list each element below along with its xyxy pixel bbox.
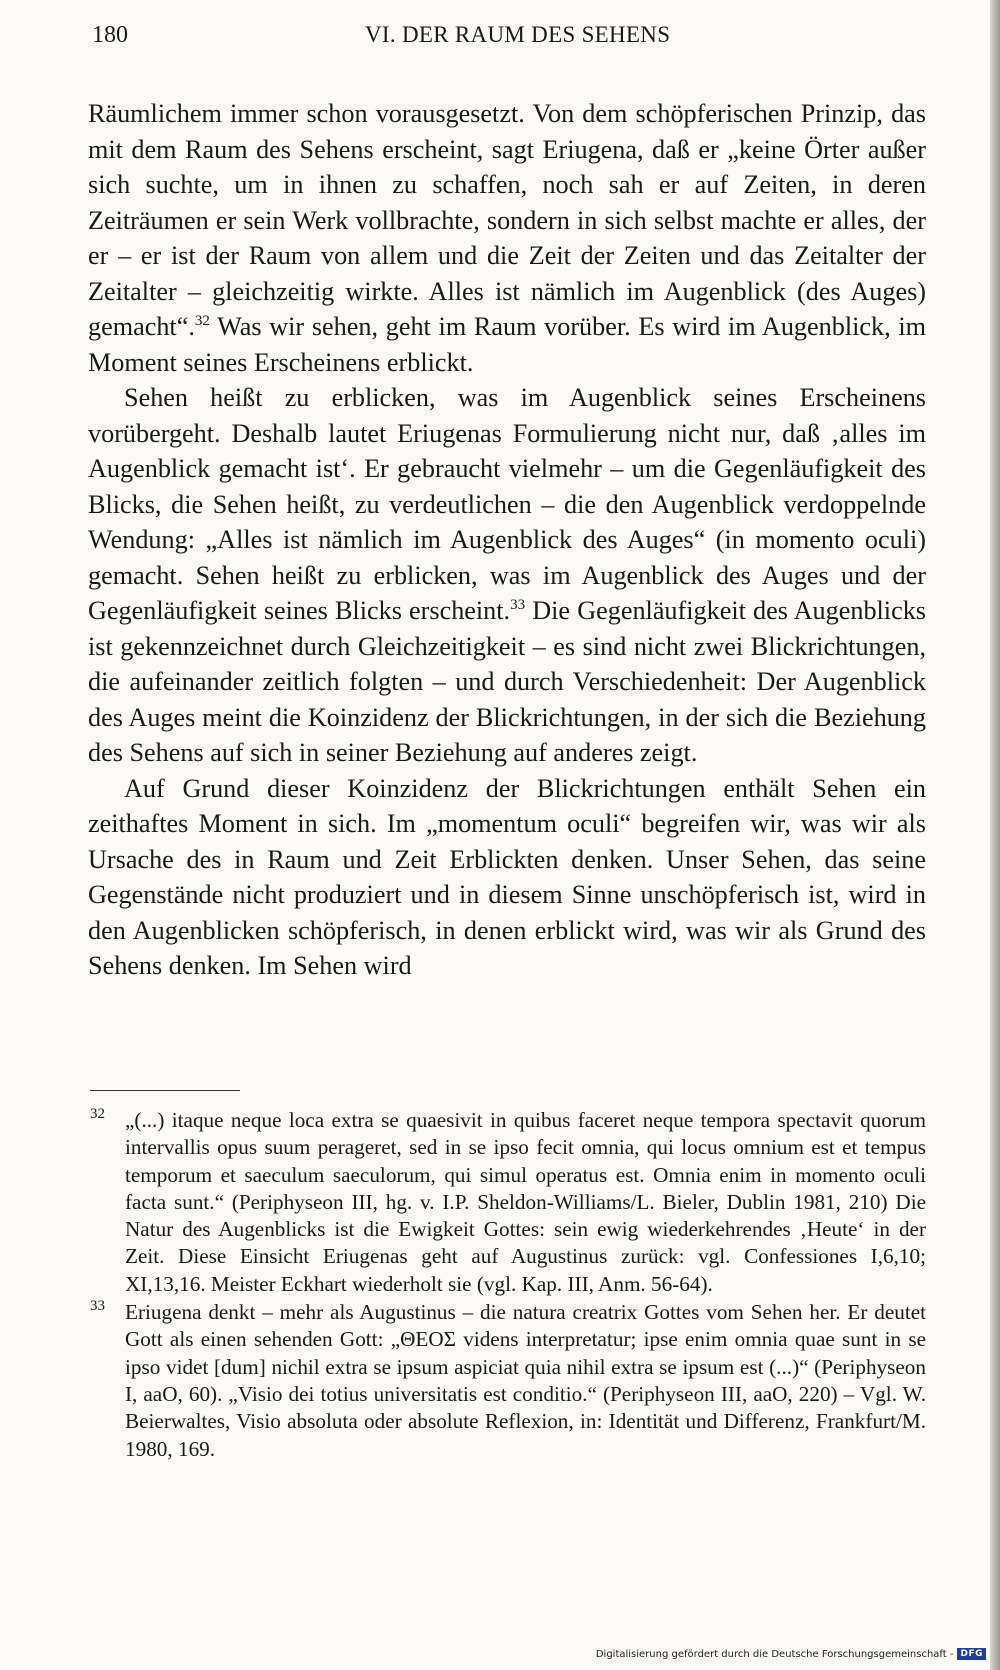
running-head: VI. DER RAUM DES SEHENS	[365, 22, 671, 47]
paragraph	[88, 771, 926, 984]
footnote	[90, 1107, 926, 1298]
paragraph-text: Räumlichem immer schon vorausgesetzt. Von dem schöpferischen Prinzip, das mit dem Raum des Sehens erscheint, sagt Eriugena, daß er „keine Örter außer sich suchte, um in ihnen zu schaffen, noch sah er auf Zeiten, in deren Zeiträumen er sein Werk vollbrachte, sondern in sich selbst machte er alles, der er – er ist der Raum von allem und die Zeit der Zeiten und das Zeitalter der Zeitalter – gleichzeitig wirkte. Alles ist nämlich im Augenblick (des Auges) gemacht“.	[88, 99, 926, 341]
paragraph-text: Die Gegenläufigkeit des Augenblicks ist gekennzeichnet durch Gleichzeitigkeit – es sind nicht zwei Blickrichtungen, die aufeinander zeitlich folgten – und durch Verschiedenheit: Der Augenblick des Auges meint die Koinzidenz der Blickrichtungen, in der sich die Beziehung des Sehens auf sich in seiner Beziehung auf anderes zeigt.	[88, 596, 926, 767]
paragraph	[88, 96, 926, 380]
page-number: 180	[92, 22, 128, 48]
footnote-number: 33	[90, 1298, 105, 1315]
paragraph-text: Sehen heißt zu erblicken, was im Augenblick seines Erscheinens vorübergeht. Deshalb lautet Eriugenas Formulierung nicht nur, daß ‚alles im Augenblick gemacht ist‘. Er gebraucht vielmehr – um die Gegenläufigkeit des Blicks, die Sehen heißt, zu verdeutlichen – die den Augenblick verdoppelnde Wendung: „Alles ist nämlich im Augenblick des Auges“ (in momento oculi) gemacht. Sehen heißt zu erblicken, was im Augenblick des Auges und der Gegenläufigkeit seines Blicks erscheint.	[88, 383, 926, 625]
digitization-credit: Digitalisierung gefördert durch die Deutsche Forschungsgemeinschaft -	[595, 1648, 954, 1660]
footnotes	[90, 1107, 926, 1464]
footnote-reference[interactable]: 33	[510, 597, 526, 613]
paragraph	[88, 380, 926, 771]
footnote	[90, 1299, 926, 1463]
footnote-number: 32	[90, 1106, 105, 1122]
footnote-text: „(...) itaque neque loca extra se quaesivit in quibus faceret neque tempora spectavit quorum intervallis opus suum perageret, sed in se ipso fecit omnia, qui locus omnium est et tempus temporum et saeculum saeculorum, qui simul operatus est. Omnia enim in momento oculi facta sunt.“ (Periphyseon III, hg. v. I.P. Sheldon-Williams/L. Bieler, Dublin 1981, 210) Die Natur des Augenblicks ist die Ewigkeit Gottes: sein ewig wiederkehrendes ‚Heute‘ in der Zeit. Diese Einsicht Eriugenas geht auf Augustinus zurück: vgl. Confessiones I,6,10; XI,13,16. Meister Eckhart wiederholt sie (vgl. Kap. III, Anm. 56-64).	[125, 1108, 926, 1296]
footnote-divider	[90, 1090, 240, 1091]
main-text	[88, 96, 926, 984]
page-edge-shadow	[990, 0, 1000, 1670]
paragraph-text: Was wir sehen, geht im Raum vorüber. Es wird im Augenblick, im Moment seines Erscheinens erblickt.	[88, 312, 926, 377]
footnote-reference[interactable]: 32	[194, 313, 210, 329]
paragraph-text: Auf Grund dieser Koinzidenz der Blickrichtungen enthält Sehen ein zeithaftes Moment in sich. Im „momentum oculi“ begreifen wir, was wir als Ursache des in Raum und Zeit Erblickten denken. Unser Sehen, das seine Gegenstände nicht produziert und in diesem Sinne unschöpferisch ist, wird in den Augenblicken schöpferisch, in denen erblickt wird, was wir als Grund des Sehens denken. Im Sehen wird	[88, 773, 926, 980]
footnote-text: Eriugena denkt – mehr als Augustinus – die natura creatrix Gottes vom Sehen her. Er deutet Gott als einen sehenden Gott: „ΘΕΟΣ videns interpretatur; ipse enim omnia quae sunt in se ipso videt [dum] nichil extra se ipsum aspiciat quia nihil extra se ipsum est (...)“ (Periphyseon I, aaO, 60). „Visio dei totius universitatis est conditio.“ (Periphyseon III, aaO, 220) – Vgl. W. Beierwaltes, Visio absoluta oder absolute Reflexion, in: Identität und Differenz, Frankfurt/M. 1980, 169.	[125, 1300, 926, 1461]
digitization-footer	[596, 1646, 986, 1662]
dfg-logo: DFG	[957, 1648, 986, 1660]
page-header	[92, 22, 926, 58]
